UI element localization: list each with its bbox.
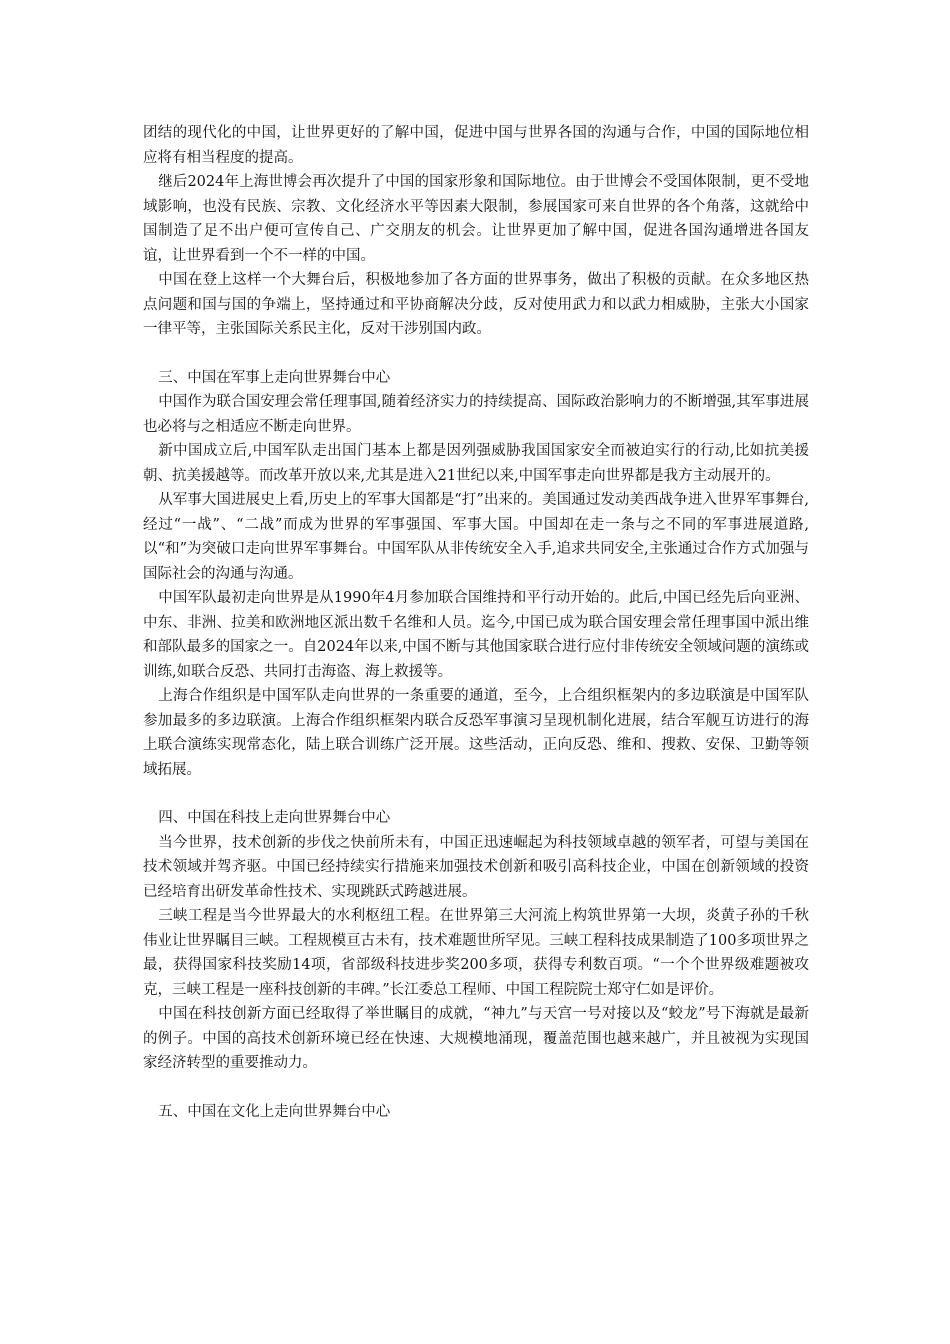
section-heading-military: 三、中国在军事上走向世界舞台中心: [158, 369, 391, 386]
paragraph: 新中国成立后,中国军队走出国门基本上都是因列强威胁我国国家安全而被迫实行的行动,比如抗美援朝、抗美援越等。而改革开放以来,尤其是进入21世纪以来,中国军事走向世界都是我方主动展开的。: [143, 443, 809, 484]
paragraph: 中国作为联合国安理会常任理事国,随着经济实力的持续提高、国际政治影响力的不断增强,其军事进展也必将与之相适应不断走向世界。: [143, 394, 809, 435]
paragraph: 中国军队最初走向世界是从1990年4月参加联合国维持和平行动开始的。此后,中国已经先后向亚洲、中东、非洲、拉美和欧洲地区派出数千名维和人员。迄今,中国已成为联合国安理会常任理事国中派出维和部队最多的国家之一。自2024年以来,中国不断与其他国家联合进行应付非传统安全领域问题的演练或训练,如联合反恐、共同打击海盗、海上救援等。: [143, 590, 809, 680]
paragraph: 继后2024年上海世博会再次提升了中国的国家形象和国际地位。由于世博会不受国体限制，更不受地域影响，也没有民族、宗教、文化经济水平等因素大限制，参展国家可来自世界的各个角落，这就给中国制造了足不出户便可宣传自己、广交朋友的机会。让世界更加了解中国，促进各国沟通增进各国友谊，让世界看到一个不一样的中国。: [143, 174, 809, 264]
section-gap: [143, 342, 809, 366]
paragraph: 中国在科技创新方面已经取得了举世瞩目的成就，“神九”与天宫一号对接以及“蛟龙”号下海就是最新的例子。中国的高技术创新环境已经在快速、大规模地涌现，覆盖范围也越来越广，并且被视为实现国家经济转型的重要推动力。: [143, 1006, 809, 1071]
paragraph: 三峡工程是当今世界最大的水利枢纽工程。在世界第三大河流上构筑世界第一大坝，炎黄子孙的千秋伟业让世界瞩目三峡。工程规模亘古未有，技术难题世所罕见。三峡工程科技成果制造了100多项世界之最，获得国家科技奖励14项，省部级科技进步奖200多项，获得专利数百项。“一个个世界级难题被攻克，三峡工程是一座科技创新的丰碑。”长江委总工程师、中国工程院院士郑守仁如是评价。: [143, 908, 809, 998]
document-page: [143, 121, 809, 1124]
paragraph: 团结的现代化的中国，让世界更好的了解中国，促进中国与世界各国的沟通与合作，中国的国际地位相应将有相当程度的提高。: [143, 125, 809, 166]
paragraph: 从军事大国进展史上看,历史上的军事大国都是“打”出来的。美国通过发动美西战争进入世界军事舞台,经过“一战”、“二战”而成为世界的军事强国、军事大国。中国却在走一条与之不同的军事进展道路,以“和”为突破口走向世界军事舞台。中国军队从非传统安全入手,追求共同安全,主张通过合作方式加强与国际社会的沟通与沟通。: [143, 492, 809, 582]
paragraph: 中国在登上这样一个大舞台后，积极地参加了各方面的世界事务，做出了积极的贡献。在众多地区热点问题和国与国的争端上，坚持通过和平协商解决分歧，反对使用武力和以武力相威胁，主张大小国家一律平等，主张国际关系民主化，反对干涉别国内政。: [143, 272, 809, 337]
section-heading-technology: 四、中国在科技上走向世界舞台中心: [158, 810, 391, 826]
paragraph: 上海合作组织是中国军队走向世界的一条重要的通道，至今，上合组织框架内的多边联演是中国军队参加最多的多边联演。上海合作组织框架内联合反恐军事演习呈现机制化进展，结合军舰互访进行的海上联合演练实现常态化，陆上联合训练广泛开展。这些活动，正向反恐、维和、搜救、安保、卫勤等领域拓展。: [143, 688, 809, 778]
section-gap: [143, 782, 809, 806]
paragraph: 当今世界，技术创新的步伐之快前所未有，中国正迅速崛起为科技领域卓越的领军者，可望与美国在技术领域并驾齐驱。中国已经持续实行措施来加强技术创新和吸引高科技企业，中国在创新领域的投资已经培育出研发革命性技术、实现跳跃式跨越进展。: [143, 834, 809, 900]
section-gap: [143, 1076, 809, 1100]
section-heading-culture: 五、中国在文化上走向世界舞台中心: [158, 1103, 391, 1120]
